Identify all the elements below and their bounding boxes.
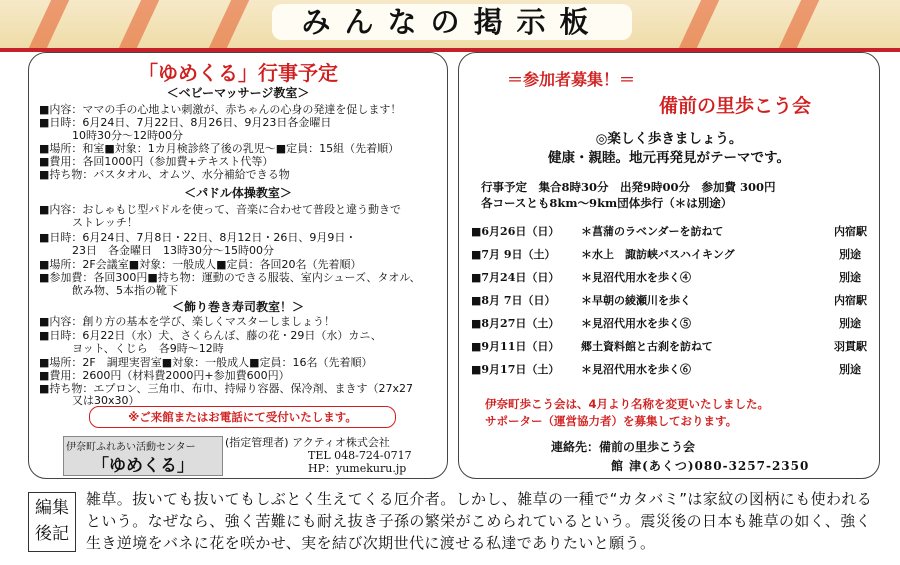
banner-decoration <box>209 0 249 48</box>
event-place: 羽貫駅 <box>834 340 867 353</box>
tel-text: TEL 048-724-0717 <box>308 449 412 462</box>
event-place: 別途 <box>839 317 861 330</box>
event-title: ＊見沼代用水を歩く④ <box>581 271 691 284</box>
event-title: 郷土資料館と古刹を訪ねて <box>581 340 713 353</box>
baby-line: ■場所：和室■対象：1カ月検診終了後の乳児～■定員：15組（先着順） <box>39 142 400 155</box>
baby-line: ■日時：6月24日、7月22日、8月26日、9月23日各金曜日 <box>39 116 332 129</box>
editors-note-label: 編集後記 <box>28 492 76 552</box>
event-date: ■7月 9日（土） <box>471 248 556 261</box>
contact-phone: 館 津(あくつ)080-3257-2350 <box>611 459 810 473</box>
paddle-header: ＜パドル体操教室＞ <box>184 186 292 200</box>
baby-line: ■内容：ママの手の心地よい刺激が、赤ちゃんの心身の発達を促します！ <box>39 103 402 116</box>
event-date: ■6月26日（日） <box>471 225 560 238</box>
event-title: ＊早朝の綾瀬川を歩く <box>581 294 691 307</box>
notice-line: サポーター（運営協力者）を募集しております。 <box>485 414 738 428</box>
baby-line: 10時30分～12時00分 <box>39 129 183 142</box>
banner-decoration <box>29 0 69 48</box>
sushi-header: ＜飾り巻き寿司教室！＞ <box>171 300 304 314</box>
paddle-line: ストレッチ！ <box>39 216 138 229</box>
event-place: 内宿駅 <box>834 294 867 307</box>
event-title: ＊見沼代用水を歩く⑤ <box>581 317 691 330</box>
club-title: 備前の里歩こう会 <box>659 95 812 117</box>
event-date: ■7月24日（日） <box>471 271 560 284</box>
paddle-line: ■日時：6月24日、7月8日・22日、8月12日・26日、9月9日・ <box>39 231 357 244</box>
sushi-line: ■内容：創り方の基本を学び、楽しくマスターしましょう！ <box>39 315 335 328</box>
manager-text: (指定管理者) アクティオ株式会社 <box>225 436 390 449</box>
banner-decoration <box>779 0 819 48</box>
yumekuru-logo <box>63 436 223 476</box>
banner-decoration <box>119 0 159 48</box>
event-place: 別途 <box>839 248 861 261</box>
paddle-line: ■内容：おしゃもじ型パドルを使って、音楽に合わせて普段と違う動きで <box>39 203 401 216</box>
editors-note <box>28 488 878 556</box>
plan-line: 行事予定 集合8時30分 出発9時00分 参加費 300円 <box>481 180 776 194</box>
event-title: ＊水上 諏訪峡バスハイキング <box>581 248 735 261</box>
event-date: ■9月17日（土） <box>471 363 560 376</box>
event-place: 別途 <box>839 271 861 284</box>
event-date: ■9月11日（日） <box>471 340 560 353</box>
paddle-line: ■場所：2F会議室■対象：一般成人■定員：各回20名（先着順） <box>39 258 362 271</box>
slogan-line: 健康・親睦。地元再発見がテーマです。 <box>548 150 790 166</box>
schedule-title: 「ゆめくる」行事予定 <box>138 61 338 85</box>
baby-line: ■費用：各回1000円（参加費+テキスト代等） <box>39 155 274 168</box>
center-name: 伊奈町ふれあい活動センター <box>66 442 196 453</box>
event-title: ＊見沼代用水を歩く⑥ <box>581 363 691 376</box>
baby-line: ■持ち物：バスタオル、オムツ、水分補給できる物 <box>39 168 290 181</box>
paddle-line: 23日 各金曜日 13時30分～15時00分 <box>39 244 274 257</box>
event-place: 内宿駅 <box>834 225 867 238</box>
baby-massage-header: ＜ベビーマッサージ教室＞ <box>166 86 310 100</box>
recruit-heading: ＝参加者募集！＝ <box>507 70 636 89</box>
event-date: ■8月 7日（日） <box>471 294 556 307</box>
homepage-text: HP：yumekuru.jp <box>308 462 407 475</box>
paddle-line: ■参加費：各回300円■持ち物：運動のできる服装、室内シューズ、タオル、 <box>39 271 421 284</box>
sushi-line: 又は30x30） <box>39 394 140 407</box>
plan-line: 各コースとも8km～9km団体歩行（＊は別途） <box>481 196 733 210</box>
walking-club-panel <box>458 52 880 479</box>
yumekuru-schedule-panel <box>28 52 448 479</box>
sushi-line: ヨット、くじら 各9時～12時 <box>39 342 224 355</box>
sushi-line: ■費用：2600円（材料費2000円+参加費600円） <box>39 369 290 382</box>
event-date: ■8月27日（土） <box>471 317 560 330</box>
logo-text: 「ゆめくる」 <box>92 456 194 476</box>
editors-note-text: 雑草。抜いても抜いてもしぶとく生えてくる厄介者。しかし、雑草の一種で“カタバミ”は家紋の図柄にも使われるという。なぜなら、強く苦難にも耐え抜き子孫の繁栄がこめられているという。震災後の日本も雑草の如く、強く生き逆境をバネに花を咲かせ、実を結び次期世代に渡せる私達でありたいと願う。 <box>86 490 873 552</box>
event-place: 別途 <box>839 363 861 376</box>
notice-line: 伊奈町歩こう会は、4月より名称を変更いたしました。 <box>485 397 769 411</box>
sushi-line: ■場所：2F 調理実習室■対象：一般成人■定員：16名（先着順） <box>39 356 373 369</box>
slogan-line: ◎楽しく歩きましょう。 <box>595 131 743 147</box>
page-title: みんなの掲示板 <box>272 4 632 40</box>
reception-note: ※ご来館またはお電話にて受付いたします。 <box>89 406 396 428</box>
contact-line: 連絡先：備前の里歩こう会 <box>551 440 696 454</box>
sushi-line: ■日時：6月22日（水）犬、さくらんぼ、藤の花・29日（水）カニ、 <box>39 329 382 342</box>
banner-decoration <box>679 0 719 48</box>
sushi-line: ■持ち物：エプロン、三角巾、布巾、持帰り容器、保冷剤、まきす（27x27 <box>39 382 414 395</box>
paddle-line: 飲み物、5本指の靴下 <box>39 284 178 297</box>
event-title: ＊菖蒲のラベンダーを訪ねて <box>581 225 724 238</box>
banner <box>0 0 900 52</box>
